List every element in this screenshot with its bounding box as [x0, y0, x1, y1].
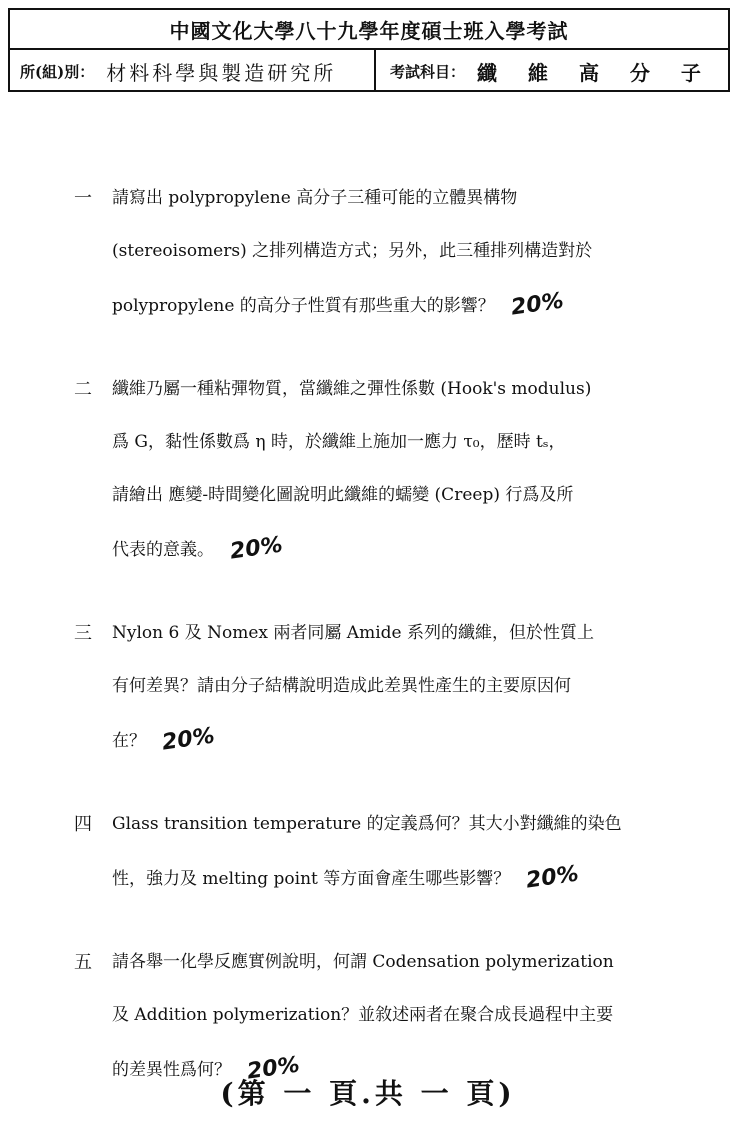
question-item [74, 798, 674, 906]
subject-cell [376, 50, 728, 92]
question-line-last [112, 851, 674, 906]
question-line: 纖維乃屬一種粘彈物質，當纖維之彈性係數 (Hook's modulus) [112, 379, 592, 399]
question-line-last [112, 713, 674, 768]
question-list [74, 172, 674, 1127]
subject-label: 考試科目： [390, 62, 466, 81]
question-line: 代表的意義。 [112, 540, 214, 560]
exam-title: 中國文化大學八十九學年度碩士班入學考試 [10, 10, 728, 50]
question-item [74, 363, 674, 577]
question-line: 有何差異？請由分子結構說明造成此差異性產生的主要原因何 [112, 676, 571, 696]
question-item [74, 172, 674, 333]
question-body [112, 363, 674, 577]
question-line: 爲 G，黏性係數爲 η 時，於纖維上施加一應力 τ₀，歷時 tₛ， [112, 432, 566, 452]
question-number: 一 [74, 188, 92, 209]
exam-header [8, 8, 730, 92]
subject-value: 纖 維 高 分 子 [477, 60, 713, 85]
question-line: 性，強力及 melting point 等方面會產生哪些影響？ [112, 869, 511, 889]
question-line: polypropylene 的高分子性質有那些重大的影響？ [112, 296, 495, 316]
question-line: (stereoisomers) 之排列構造方式；另外，此三種排列構造對於 [112, 241, 593, 261]
score-mark: 20% [160, 723, 217, 756]
department-label: 所(組)別： [20, 62, 95, 81]
question-line: Nylon 6 及 Nomex 兩者同屬 Amide 系列的纖維，但於性質上 [112, 623, 594, 643]
question-number: 四 [74, 814, 92, 835]
question-line: 請各舉一化學反應實例說明，何謂 Codensation polymerization [112, 952, 614, 972]
question-number: 五 [74, 952, 92, 973]
department-value: 材料科學與製造研究所 [106, 60, 337, 85]
department-cell [10, 50, 376, 92]
question-item [74, 607, 674, 768]
score-mark: 20% [245, 1052, 302, 1085]
question-line: Glass transition temperature 的定義爲何？其大小對纖維的染色 [112, 814, 622, 834]
question-line-last [112, 278, 674, 333]
score-mark: 20% [228, 532, 285, 565]
score-mark: 20% [509, 288, 565, 321]
question-line: 及 Addition polymerization？並敘述兩者在聚合成長過程中主要 [112, 1005, 614, 1025]
question-body [112, 172, 674, 333]
score-mark: 20% [524, 861, 581, 894]
question-number: 二 [74, 379, 92, 400]
question-body [112, 607, 674, 768]
page-footer: (第 一 頁.共 一 頁) [220, 1077, 516, 1110]
question-line: 的差異性爲何？ [112, 1060, 231, 1080]
question-body [112, 798, 674, 906]
question-number: 三 [74, 623, 92, 644]
header-info-row [10, 50, 728, 92]
question-line-last [112, 522, 674, 577]
question-line: 請寫出 polypropylene 高分子三種可能的立體異構物 [112, 188, 518, 208]
question-line: 在？ [112, 731, 146, 751]
question-line: 請繪出 應變-時間變化圖說明此纖維的蠕變 (Creep) 行爲及所 [112, 485, 574, 505]
